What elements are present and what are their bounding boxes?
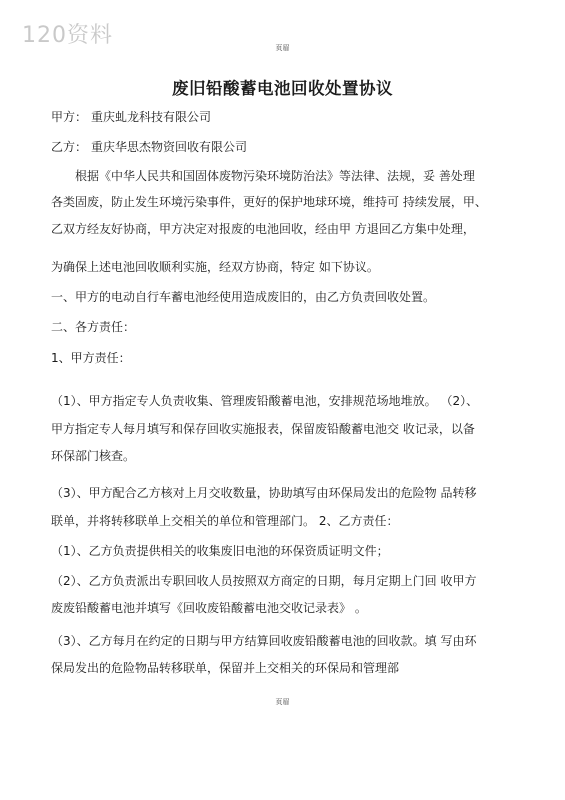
section-heading: 二、各方责任： — [51, 320, 136, 334]
body-line: （1）、甲方指定专人负责收集、管理废铅酸蓄电池，安排规范场地堆放。 （2）、 — [51, 394, 479, 408]
document-title: 废旧铅酸蓄电池回收处置协议 — [172, 79, 393, 98]
party-b-name: 重庆华思杰物资回收有限公司 — [91, 140, 248, 154]
body-line: 为确保上述电池回收顺利实施，经双方协商，特定 如下协议。 — [51, 260, 379, 274]
party-b-line — [51, 138, 247, 155]
party-a-label: 甲方： — [51, 110, 88, 124]
body-line: （2）、乙方负责派出专职回收人员按照双方商定的日期，每月定期上门回 收甲方 — [51, 574, 477, 588]
party-a-line — [51, 108, 211, 125]
body-line: 各类固废，防止发生环境污染事件，更好的保护地球环境，维持可 持续发展，甲、 — [51, 195, 487, 209]
party-b-label: 乙方： — [51, 140, 88, 154]
subsection-heading: 1、甲方责任： — [51, 351, 131, 365]
page-footer: 页眉 — [275, 698, 290, 706]
body-line: 甲方指定专人每月填写和保存回收实施报表，保留废铅酸蓄电池交 收记录，以备 — [51, 422, 475, 436]
body-line: （3）、乙方每月在约定的日期与甲方结算回收废铅酸蓄电池的回收款。填 写由环 — [51, 634, 477, 648]
body-line: （1）、乙方负责提供相关的收集废旧电池的环保资质证明文件； — [51, 544, 389, 558]
body-line: （3）、甲方配合乙方核对上月交收数量，协助填写由环保局发出的危险物 品转移 — [51, 486, 477, 500]
party-a-name: 重庆虬龙科技有限公司 — [91, 110, 212, 124]
body-line: 乙双方经友好协商，甲方决定对报废的电池回收，经由甲 方退回乙方集中处理， — [51, 222, 475, 236]
body-line: 废废铅酸蓄电池并填写《回收废铅酸蓄电池交收记录表》 。 — [51, 601, 367, 615]
body-line: 根据《中华人民共和国固体废物污染环境防治法》等法律、法规，妥 善处理 — [51, 169, 475, 183]
body-line: 环保部门核查。 — [51, 449, 136, 463]
body-line: 一、甲方的电动自行车蓄电池经使用造成废旧的，由乙方负责回收处置。 — [51, 290, 436, 304]
page-header: 页眉 — [275, 44, 290, 52]
watermark: 120资料 — [22, 23, 113, 48]
body-line: 保局发出的危险物品转移联单，保留并上交相关的环保局和管理部 — [51, 661, 400, 675]
body-line: 联单，并将转移联单上交相关的单位和管理部门。 2、乙方责任： — [51, 514, 399, 528]
